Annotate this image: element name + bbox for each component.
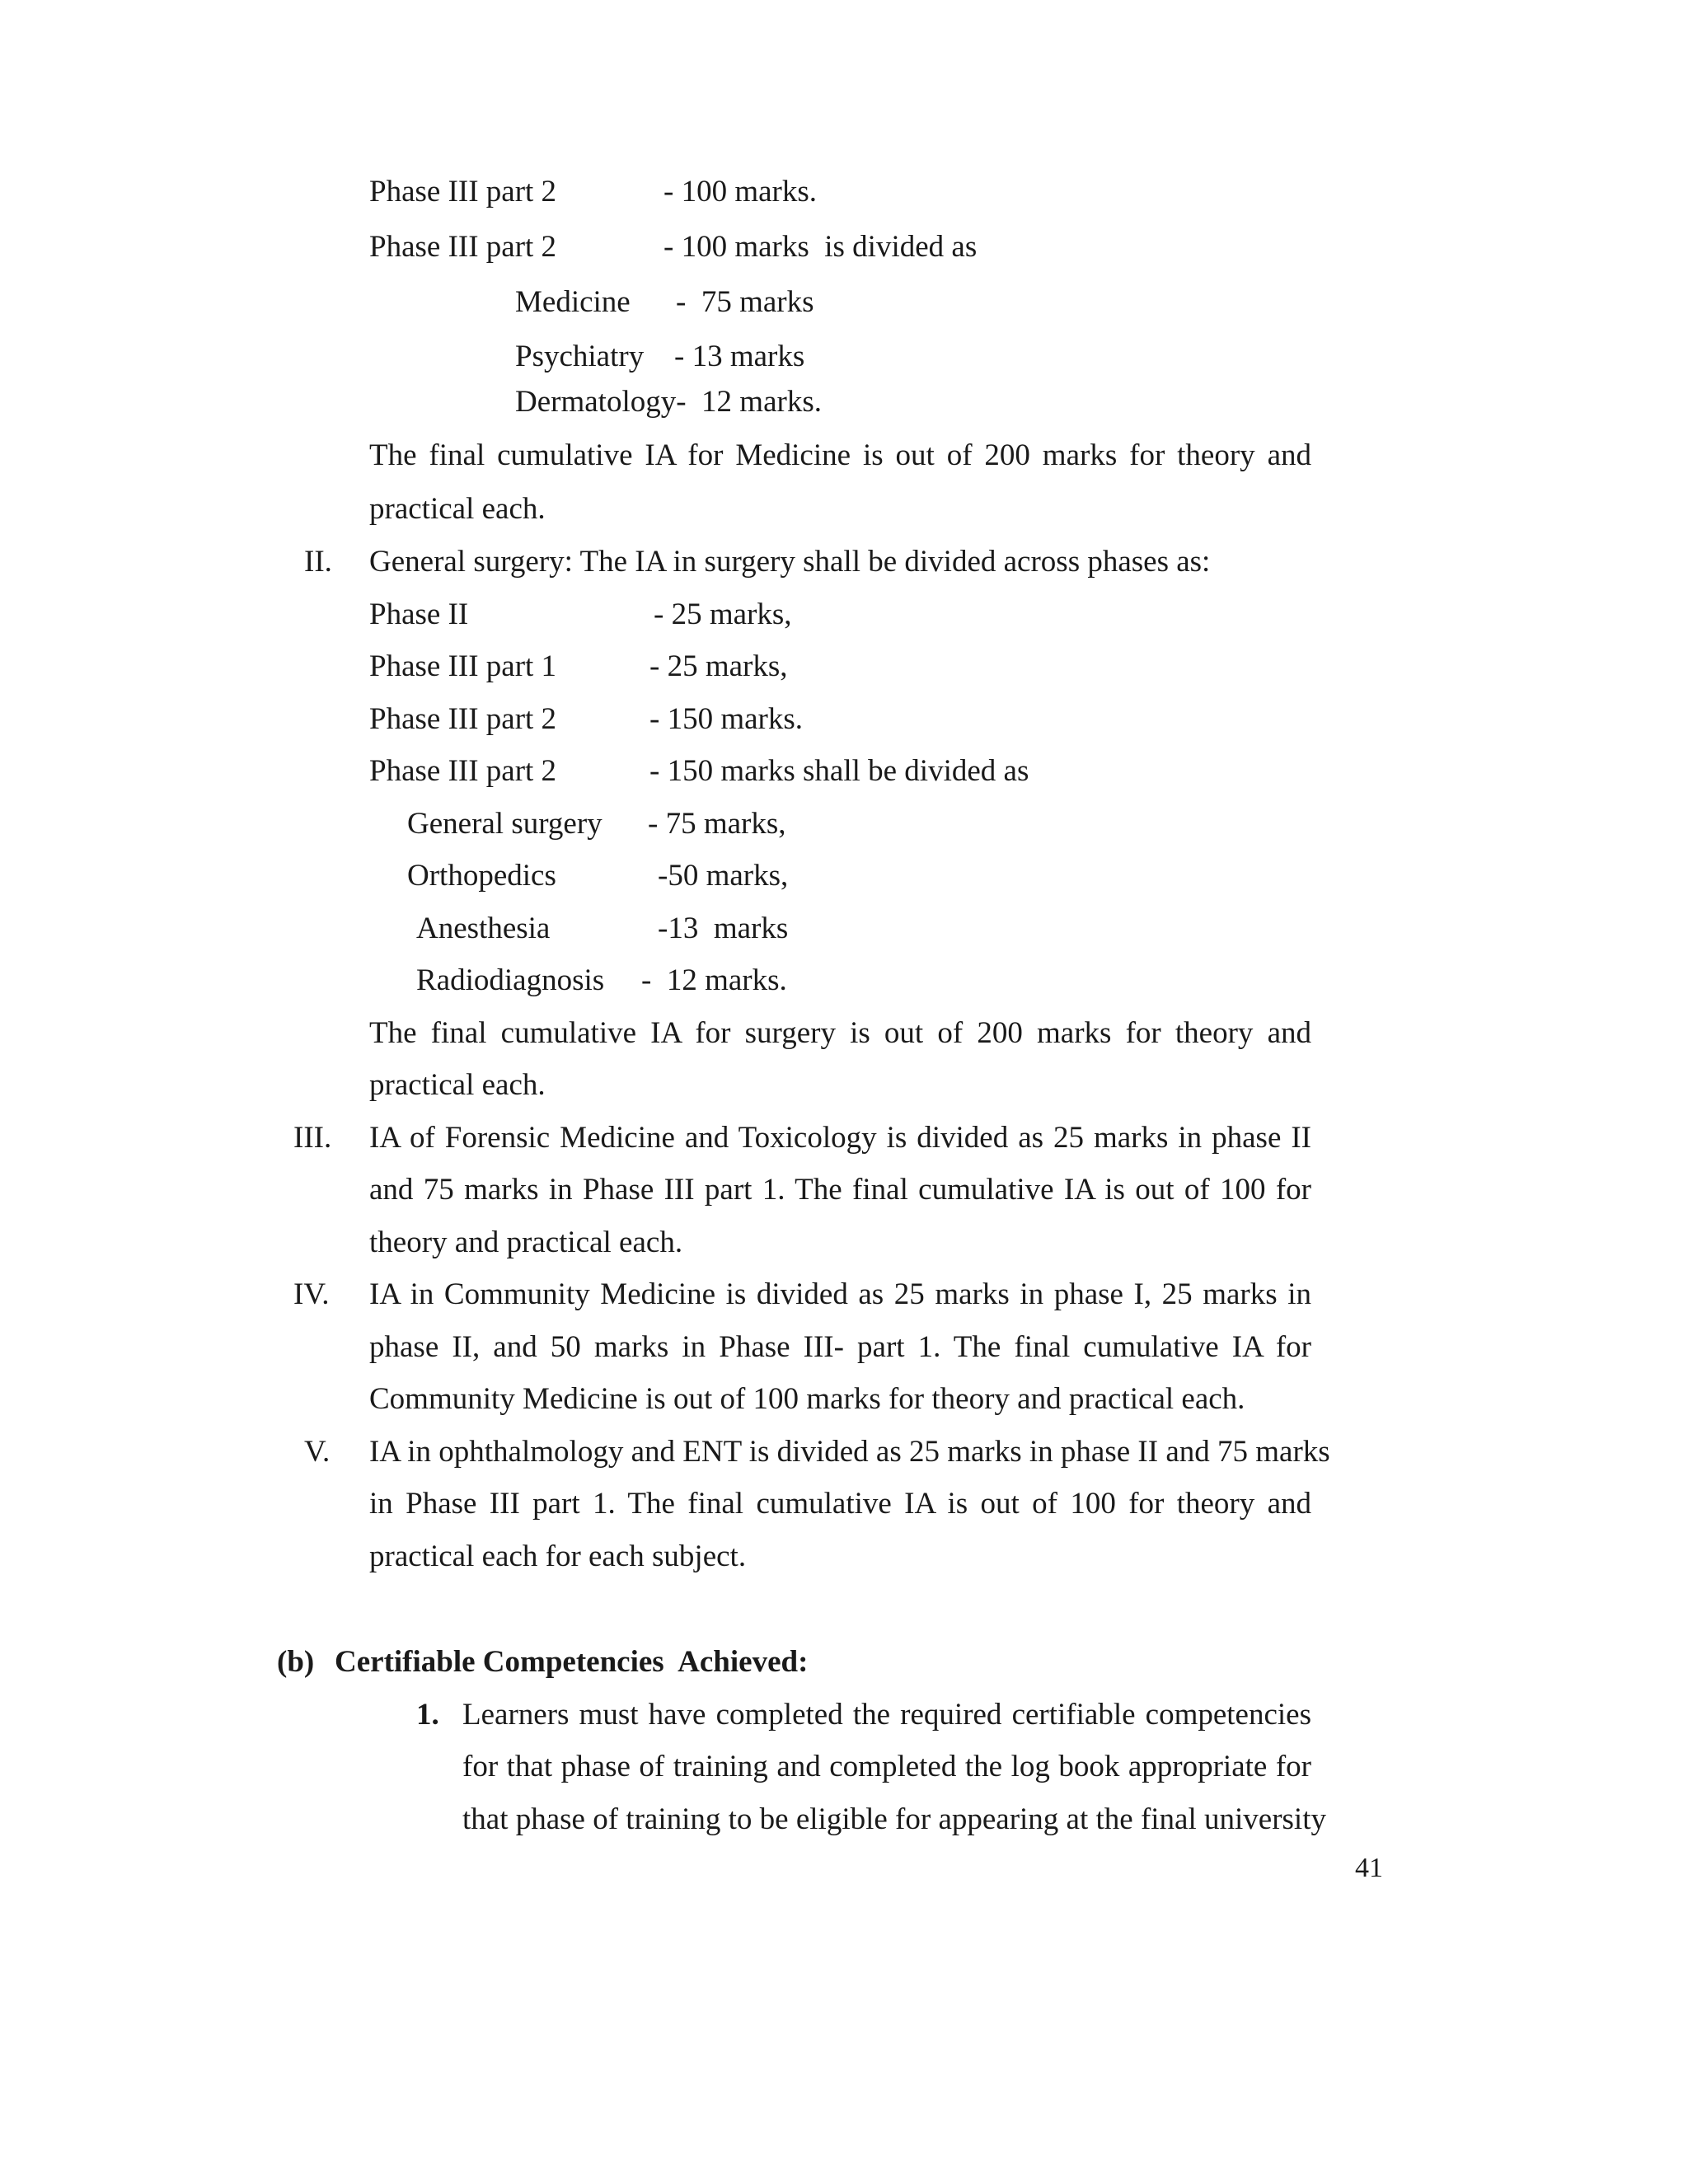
medicine-phase-row-label: Phase III part 2	[369, 230, 557, 264]
list-numeral: III.	[293, 1121, 332, 1155]
medicine-phase-row-value: - 100 marks is divided as	[663, 230, 978, 264]
surgery-phase-row-value: - 25 marks,	[654, 598, 792, 631]
surgery-split-label: Orthopedics	[407, 859, 556, 893]
medicine-split-label: Psychiatry	[515, 340, 645, 373]
paragraph-line: for that phase of training and completed the log book appropriate for	[462, 1750, 1311, 1783]
surgery-split-label: General surgery	[407, 807, 603, 841]
paragraph-line: IA in Community Medicine is divided as 25 marks in phase I, 25 marks in	[369, 1277, 1311, 1311]
paragraph-line: and 75 marks in Phase III part 1. The final cumulative IA is out of 100 for	[369, 1173, 1311, 1207]
section-heading: Certifiable Competencies Achieved:	[335, 1645, 809, 1679]
medicine-phase-row-label: Phase III part 2	[369, 175, 557, 209]
list-numeral: V.	[304, 1435, 331, 1469]
medicine-final-line: The final cumulative IA for Medicine is out of 200 marks for theory and	[369, 438, 1311, 472]
paragraph-line: IA of Forensic Medicine and Toxicology is divided as 25 marks in phase II	[369, 1121, 1311, 1155]
paragraph-line: Learners must have completed the required certifiable competencies	[462, 1698, 1311, 1732]
surgery-split-label: Anesthesia	[416, 912, 551, 945]
numbered-item-number: 1.	[416, 1698, 439, 1732]
paragraph-line: IA in ophthalmology and ENT is divided as 25 marks in phase II and 75 marks	[369, 1435, 1330, 1469]
medicine-split-value: - 13 marks	[674, 340, 805, 373]
surgery-split-label: Radiodiagnosis	[416, 963, 605, 997]
paragraph-line: in Phase III part 1. The final cumulative IA is out of 100 for theory and	[369, 1487, 1311, 1521]
medicine-split-value: - 75 marks	[676, 285, 814, 319]
list-numeral: IV.	[293, 1277, 330, 1311]
surgery-split-value: - 12 marks.	[641, 963, 787, 997]
surgery-split-value: -13 marks	[658, 912, 789, 945]
surgery-phase-row-value: - 150 marks shall be divided as	[649, 754, 1029, 788]
paragraph-line: phase II, and 50 marks in Phase III- part 1. The final cumulative IA for	[369, 1330, 1311, 1364]
medicine-split-dermatology: Dermatology- 12 marks.	[515, 385, 822, 419]
surgery-phase-row-value: - 25 marks,	[649, 649, 788, 683]
surgery-phase-row-value: - 150 marks.	[649, 702, 803, 736]
surgery-phase-row-label: Phase II	[369, 598, 469, 631]
medicine-final-line: practical each.	[369, 492, 546, 526]
surgery-split-value: - 75 marks,	[648, 807, 786, 841]
section-marker: (b)	[277, 1645, 315, 1679]
medicine-split-label: Medicine	[515, 285, 631, 319]
paragraph-line: that phase of training to be eligible for appearing at the final university	[462, 1802, 1326, 1836]
surgery-final-line: The final cumulative IA for surgery is out of 200 marks for theory and	[369, 1016, 1311, 1050]
surgery-split-value: -50 marks,	[658, 859, 789, 893]
paragraph-line: practical each for each subject.	[369, 1540, 747, 1573]
medicine-phase-row-value: - 100 marks.	[663, 175, 817, 209]
surgery-heading: General surgery: The IA in surgery shall be divided across phases as:	[369, 545, 1211, 579]
paragraph-line: Community Medicine is out of 100 marks for theory and practical each.	[369, 1382, 1245, 1416]
surgery-phase-row-label: Phase III part 2	[369, 754, 557, 788]
list-numeral: II.	[304, 545, 332, 579]
surgery-phase-row-label: Phase III part 1	[369, 649, 557, 683]
surgery-phase-row-label: Phase III part 2	[369, 702, 557, 736]
page-number: 41	[1355, 1853, 1383, 1883]
surgery-final-line: practical each.	[369, 1068, 546, 1102]
paragraph-line: theory and practical each.	[369, 1226, 683, 1259]
